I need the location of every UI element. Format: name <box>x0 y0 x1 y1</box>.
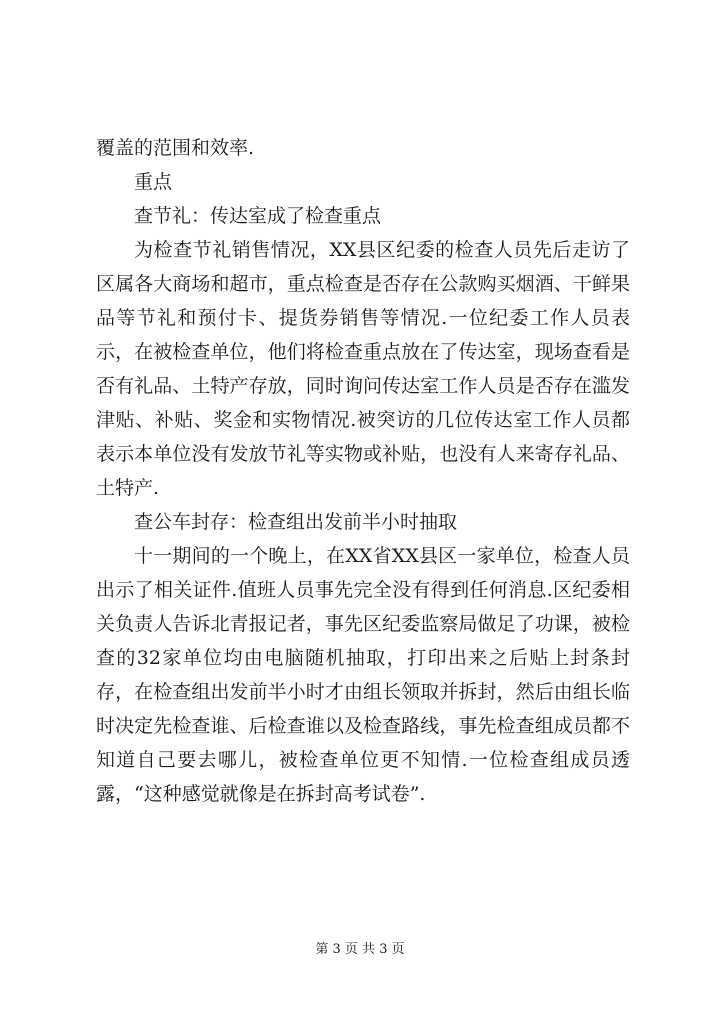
document-body <box>96 131 630 811</box>
paragraph-4: 为检查节礼销售情况，XX县区纪委的检查人员先后走访了区属各大商场和超市，重点检查是否存在公款购买烟酒、干鲜果品等节礼和预付卡、提货券销售等情况.一位纪委工作人员表示，在被检查单位，他们将检查重点放在了传达室，现场查看是否有礼品、土特产存放，同时询问传达室工作人员是否存在滥发津贴、补贴、奖金和实物情况.被突访的几位传达室工作人员都表示本单位没有发放节礼等实物或补贴，也没有人来寄存礼品、土特产. <box>96 239 630 499</box>
paragraph-2-heading: 重点 <box>134 171 173 193</box>
paragraph-5-subheading: 查公车封存：检查组出发前半小时抽取 <box>134 511 458 533</box>
page-number-footer: 第 3 页 共 3 页 <box>315 942 405 957</box>
paragraph-6: 十一期间的一个晚上，在XX省XX县区一家单位，检查人员出示了相关证件.值班人员事先完全没有得到任何消息.区纪委相关负责人告诉北青报记者，事先区纪委监察局做足了功课，被检查的32家单位均由电脑随机抽取，打印出来之后贴上封条封存，在检查组出发前半小时才由组长领取并拆封，然后由组长临时决定先检查谁、后检查谁以及检查路线，事先检查组成员都不知道自己要去哪儿，被检查单位更不知情.一位检查组成员透露，“这种感觉就像是在拆封高考试卷”. <box>96 545 630 805</box>
paragraph-3-subheading: 查节礼：传达室成了检查重点 <box>134 205 382 227</box>
paragraph-1: 覆盖的范围和效率. <box>96 137 255 159</box>
